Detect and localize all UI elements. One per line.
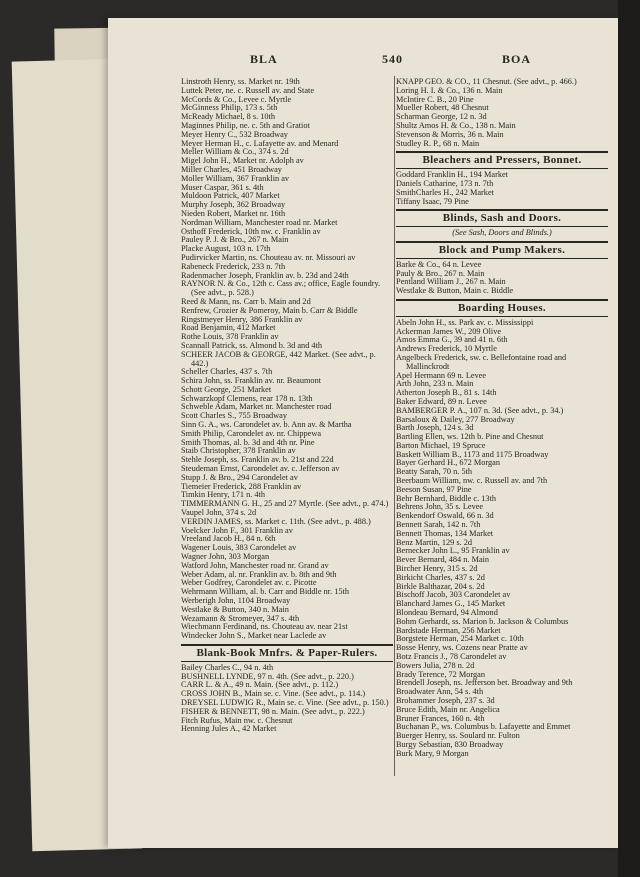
directory-entry: Westlake & Button, 340 n. Main [181,605,289,614]
directory-entry: Murphy Joseph, 362 Broadway [181,201,286,210]
directory-entry: Maginnes Philip, ne. c. 5th and Gratiot [181,121,310,130]
directory-entry: Bruner Frances, 160 n. 4th [396,714,485,723]
directory-entry: Migel John H., Market nr. Adolph av [181,157,304,166]
directory-entry: Apel Hermann 69 n. Levee [396,371,487,380]
directory-entry: SCHEER JACOB & GEORGE, 442 Market. (See advt., p. 442.) [181,350,376,368]
directory-entry: Ringstmeyer Henry, 386 Franklin av [181,315,303,324]
directory-entry: Stehle Joseph, ss. Franklin av. b. 21st and 22d [181,456,334,465]
directory-entry: Smith Thomas, al. b. 3d and 4th nr. Pine [181,438,315,447]
directory-entry: Smith Philip, Carondelet av. nr. Chippewa [181,429,322,438]
directory-entry: Ackerman James W., 209 Olive [396,327,502,336]
directory-entry: McGinness Philip, 173 s. 5th [181,104,278,113]
running-header [150,52,600,68]
directory-entry: Bailey Charles C., 94 n. 4th [181,663,274,672]
directory-entry: Nordman William, Manchester road nr. Market [181,218,338,227]
directory-entry: Scharman George, 12 n. 3d [396,113,487,122]
directory-entry: Windecker John S., Market near Laclede av [181,632,327,641]
directory-entry: Vaupel John, 374 s. 2d [181,509,257,518]
directory-entry: Vreeland Jacob H., 84 n. 6th [181,535,276,544]
directory-entry: Behr Bernhard, Biddle c. 13th [396,494,497,503]
directory-entry: Burk Mary, 9 Morgan [396,749,469,758]
directory-entry: Bernecker John L., 95 Franklin av [396,547,510,556]
directory-entry: Henning Jules A., 42 Market [181,725,277,734]
right-top-entry-list [396,78,608,148]
directory-entry: Behrens John, 35 s. Levee [396,503,484,512]
directory-entry: Arth John, 233 n. Main [396,380,474,389]
directory-entry: Linstroth Henry, ss. Market nr. 19th [181,78,300,86]
directory-entry: BAMBERGER P. A., 107 n. 3d. (See advt., p. 34.) [396,406,564,415]
directory-entry: Wezamann & Stromeyer, 347 s. 4th [181,614,300,623]
directory-entry: Rothe Louis, 378 Franklin av [181,333,279,342]
directory-entry: Blondeau Bernard, 94 Almond [396,609,498,618]
directory-entry: KNAPP GEO. & CO., 11 Chesnut. (See advt., p. 466.) [396,78,577,86]
directory-entry: Sinn G. A., ws. Carondelet av. b. Ann av. & Martha [181,421,352,430]
directory-entry: Meyer Henry C., 532 Broadway [181,130,288,139]
page-number: 540 [382,52,403,66]
directory-entry: Miller Charles, 451 Broadway [181,165,282,174]
directory-entry: Scheller Charles, 437 s. 7th [181,368,273,377]
directory-entry: Schweble Adam, Market nr. Manchester road [181,403,332,412]
directory-entry: Benkendorf Oswald, 66 n. 3d [396,512,494,521]
directory-entry: Benz Martin, 129 s. 2d [396,538,473,547]
directory-entry: Brady Terence, 72 Morgan [396,670,485,679]
directory-entry: Baker Edward, 89 n. Levee [396,397,487,406]
directory-entry: Meller William & Co., 374 s. 2d [181,148,289,157]
directory-entry: Reed & Mann, ns. Carr b. Main and 2d [181,297,311,306]
directory-entry: Moller William, 367 Franklin av [181,174,290,183]
directory-entry: Placke August, 103 n. 17th [181,245,271,254]
directory-entry: BUSHNELL LYNDE, 97 n. 4th. (See advt., p. 220.) [181,672,354,681]
directory-entry: McIntire C. B., 20 Pine [396,95,474,104]
directory-entry: Barth Joseph, 124 s. 3d [396,424,474,433]
directory-entry: Voelcker John F., 301 Franklin av [181,526,293,535]
directory-entry: Weber Adam, al. nr. Franklin av. b. 8th and 9th [181,570,337,579]
directory-entry: Weber Godfrey, Carondelet av. c. Picotte [181,579,317,588]
directory-entry: Bennett Thomas, 134 Market [396,529,494,538]
directory-entry: Radenmacher Joseph, Franklin av. b. 23d and 24th [181,271,349,280]
directory-entry: Watford John, Manchester road nr. Grand av [181,561,329,570]
directory-entry: Bosse Henry, ws. Cozens near Pratte av [396,644,528,653]
section-heading-blinds: Blinds, Sash and Doors. [396,209,608,227]
directory-entry: Goddard Franklin H., 194 Market [396,171,508,180]
directory-entry: Stevenson & Morris, 36 n. Main [396,130,504,139]
directory-entry: Muser Caspar, 361 s. 4th [181,183,264,192]
directory-entry: CROSS JOHN B., Main se. c. Vine. (See advt., p. 114.) [181,690,366,699]
boarding-entry-list [396,319,608,759]
directory-entry: Pudirvicker Martin, ns. Chouteau av. nr. Missouri av [181,253,356,262]
right-column [396,78,608,778]
directory-entry: Pauley P. J. & Bro., 267 n. Main [181,236,289,245]
section-heading-boarding: Boarding Houses. [396,299,608,317]
directory-entry: Scott Charles S., 755 Broadway [181,412,288,421]
directory-entry: Pauly & Bro., 267 n. Main [396,269,485,278]
directory-entry: Tiemeier Frederick, 288 Franklin av [181,482,302,491]
header-right-word: BOA [502,52,532,66]
directory-entry: Timkin Henry, 171 n. 4th [181,491,265,500]
directory-entry: RAYNOR N. & Co., 12th c. Cass av.; office, Eagle foundry. (See advt., p. 528.) [181,280,381,298]
directory-entry: Pentland William J., 267 n. Main [396,278,506,287]
directory-entry: Atherton Joseph B., 81 s. 14th [396,389,497,398]
directory-entry: Burgy Sebastian, 830 Broadway [396,740,504,749]
directory-entry: Buerger Henry, ss. Soulard nr. Fulton [396,732,520,741]
section-heading-blank-book: Blank-Book Mnfrs. & Paper-Rulers. [181,644,393,662]
directory-entry: TIMMERMANN G. H., 25 and 27 Myrtle. (See advt., p. 474.) [181,500,389,509]
directory-entry: Fitch Rufus, Main nw. c. Chesnut [181,716,293,725]
block-pump-entry-list [396,261,608,296]
directory-entry: Shultz Amos H. & Co., 138 n. Main [396,121,516,130]
directory-entry: Muldoon Patrick, 407 Market [181,192,280,201]
directory-entry: Schira John, ss. Franklin av. nr. Beaumont [181,377,322,386]
directory-entry: Loring H. I. & Co., 136 n. Main [396,86,503,95]
directory-entry: Wagener Louis, 383 Carondelet av [181,544,297,553]
directory-entry: Meyer Herman H., c. Lafayette av. and Menard [181,139,339,148]
directory-entry: Mueller Robert, 48 Chesnut [396,104,489,113]
directory-entry: Brohammer Joseph, 237 s. 3d [396,697,495,705]
section-heading-block-pump: Block and Pump Makers. [396,241,608,259]
directory-entry: Wiechmann Ferdinand, ns. Chouteau av. near 21st [181,623,348,632]
book-spine-shadow [618,0,640,877]
bleachers-entry-list [396,171,608,206]
directory-entry: Werberigh John, 1104 Broadway [181,597,291,606]
left-column [181,78,393,778]
directory-entry: Barsaloux & Dailey, 277 Broadway [396,415,515,424]
directory-entry: Brendell Joseph, ns. Jefferson bet. Broadway and 9th [396,679,573,688]
directory-entry: Birkicht Charles, 437 s. 2d [396,573,485,582]
directory-entry: Birkle Balthazar, 204 s. 2d [396,582,485,591]
directory-entry: Schott George, 251 Market [181,385,272,394]
directory-entry: McCords & Co., Levee c. Myrtle [181,95,292,104]
directory-entry: Westlake & Button, Main c. Biddle [396,287,514,296]
blinds-cross-reference: (See Sash, Doors and Blinds.) [452,228,552,238]
directory-entry: Beerbaum William, nw. c. Russell av. and 7th [396,477,548,486]
blank-book-entry-list [181,664,393,734]
directory-entry: Luttek Peter, ne. c. Russell av. and State [181,86,314,95]
directory-entry: Bayer Gerhard H., 672 Morgan [396,459,500,468]
directory-entry: Bircher Henry, 315 s. 2d [396,565,478,574]
directory-entry: Bowers Julia, 278 n. 2d [396,661,475,670]
directory-entry: Broadwater Ann, 54 s. 4th [396,688,484,697]
section-heading-bleachers: Bleachers and Pressers, Bonnet. [396,151,608,169]
directory-entry: CARR L. & A., 49 n. Main. (See advt., p. 112.) [181,681,339,690]
directory-entry: Rabeneck Frederick, 233 n. 7th [181,262,286,271]
directory-entry: VERDIN JAMES, ss. Market c. 11th. (See advt., p. 488.) [181,517,371,526]
directory-entry: Bohm Gerhardt, ss. Marion b. Jackson & Columbus [396,617,569,626]
directory-entry: Daniels Catharine, 173 n. 7th [396,179,494,188]
directory-entry: Blanchard James G., 145 Market [396,600,506,609]
directory-entry: Bardstade Herman, 256 Market [396,626,501,635]
directory-entry: Tiffany Isaac, 79 Pine [396,197,469,206]
directory-entry: Steudeman Ernst, Carondelet av. c. Jefferson av [181,465,340,474]
directory-entry: Beeson Susan, 97 Pine [396,485,472,494]
directory-entry: Baskett William B., 1173 and 1175 Broadway [396,450,549,459]
directory-entry: Borgstete Herman, 254 Market c. 10th [396,635,524,644]
directory-entry: Nieden Robert, Market nr. 16th [181,209,286,218]
left-entry-list [181,78,393,641]
directory-entry: Barke & Co., 64 n. Levee [396,260,482,269]
directory-entry: Renfrew, Crozier & Pomeroy, Main b. Carr & Biddle [181,306,358,315]
directory-entry: Road Benjamin, 412 Market [181,324,276,333]
directory-entry: FISHER & BENNETT, 98 n. Main. (See advt., p. 222.) [181,707,365,716]
directory-entry: Beatty Sarah, 70 n. 5th [396,468,473,477]
directory-entry: Wagner John, 303 Morgan [181,553,270,562]
directory-entry: Stupp J. & Bro., 294 Carondelet av [181,473,298,482]
directory-entry: Staib Christopher, 378 Franklin av [181,447,296,456]
directory-entry: Abeln John H., ss. Park av. c. Mississippi [396,318,534,327]
header-left-word: BLA [250,52,278,66]
directory-entry: Studley R. P., 68 n. Main [396,139,480,148]
directory-entry: Andrews Frederick, 10 Myrtle [396,345,497,354]
directory-entry: DREYSEL LUDWIG R., Main se. c. Vine. (See advt., p. 150.) [181,698,389,707]
directory-entry: Schwarzkopf Clemens, rear 178 n. 13th [181,394,313,403]
directory-entry: Barton Michael, 19 Spruce [396,441,486,450]
directory-entry: Wehrmann William, al. b. Carr and Biddle nr. 15th [181,588,349,597]
directory-entry: Bever Bernard, 484 n. Main [396,556,490,565]
directory-entry: SmithCharles H., 242 Market [396,188,494,197]
directory-entry: Bischoff Jacob, 303 Carondelet av [396,591,511,600]
directory-entry: Amos Emma G., 39 and 41 n. 6th [396,336,508,345]
directory-entry: McReady Michael, 8 s. 10th [181,113,276,122]
directory-entry: Angelbeck Frederick, sw. c. Bellefontaine road and Mallinckrodt [396,353,567,371]
column-divider [394,76,395,776]
directory-entry: Osthoff Frederick, 10th nw. c. Franklin av [181,227,321,236]
directory-entry: Scannall Patrick, ss. Almond b. 3d and 4th [181,341,323,350]
directory-entry: Bruce Edith, Main nr. Angelica [396,705,500,714]
directory-entry: Bartling Ellen, ws. 12th b. Pine and Chesnut [396,433,544,442]
directory-entry: Bennett Sarah, 142 n. 7th [396,521,481,530]
directory-entry: Botz Francis J., 78 Carondelet av [396,653,507,662]
directory-entry: Buchanan P., ws. Columbus b. Lafayette and Emmet [396,723,571,732]
